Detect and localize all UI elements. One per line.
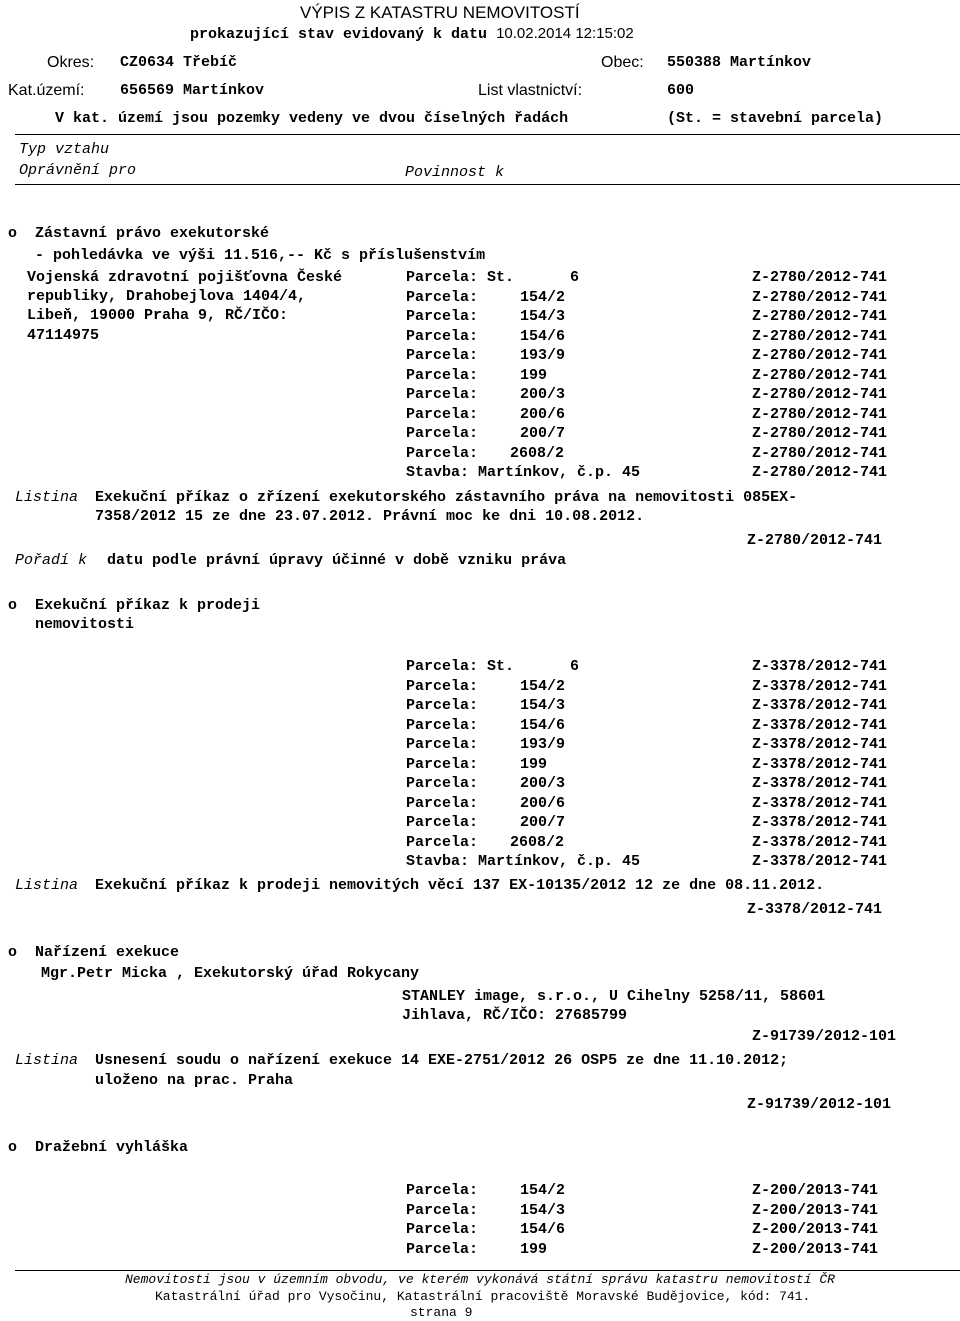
parcel-number: 154/3 [520, 1201, 566, 1219]
parcel-kind: Parcela: [406, 327, 479, 345]
section-title: o Exekuční příkaz k prodeji [8, 597, 261, 614]
parcel-ref: Z-3378/2012-741 [752, 658, 888, 675]
parcel-ref: Z-2780/2012-741 [752, 347, 888, 364]
parcel-ref: Z-200/2013-741 [752, 1182, 879, 1199]
parcel-ref: Z-2780/2012-741 [752, 269, 888, 286]
parcel-ref: Z-2780/2012-741 [752, 308, 888, 325]
parcel-ref: Z-200/2013-741 [752, 1201, 879, 1219]
parcel-number: 193/9 [520, 736, 566, 753]
parcel-number: 193/9 [520, 347, 566, 364]
poradi-label: Pořadí k [15, 552, 88, 569]
parcel-ref: Z-3378/2012-741 [752, 697, 888, 714]
parcel-kind: Parcela: [406, 1201, 479, 1219]
holder-line: 47114975 [27, 327, 100, 344]
parcel-kind: Parcela: [406, 347, 479, 364]
parcel-number: 199 [520, 366, 548, 384]
holder-line: republiky, Drahobejlova 1404/4, [27, 288, 307, 305]
numbering-legend: (St. = stavební parcela) [667, 110, 884, 127]
parcel-ref: Z-200/2013-741 [752, 1240, 879, 1258]
lv-label: List vlastnictví: [478, 82, 583, 99]
parcel-kind: Parcela: [406, 775, 479, 792]
parcel-number: 2608/2 [510, 444, 565, 462]
document-subtitle [190, 24, 634, 44]
parcel-number: 200/6 [520, 405, 566, 423]
parcel-ref: Z-3378/2012-741 [752, 755, 888, 773]
parcel-number: 6 [570, 658, 580, 675]
parcel-kind: Parcela: [406, 1182, 479, 1199]
poradi-text: datu podle právní úpravy účinné v době vzniku práva [107, 552, 567, 569]
page-number: strana 9 [410, 1305, 473, 1320]
col-typ-vztahu: Typ vztahu [19, 141, 110, 158]
parcel-kind: Stavba: Martínkov, č.p. 45 [406, 853, 641, 870]
parcel-kind: Parcela: [406, 697, 479, 714]
listina-text: uloženo na prac. Praha [95, 1072, 294, 1089]
holder-line: Libeň, 19000 Praha 9, RČ/IČO: [27, 307, 289, 324]
okres-label: Okres: [47, 54, 95, 71]
okres-value: CZ0634 Třebíč [120, 54, 238, 71]
parcel-ref: Z-3378/2012-741 [752, 736, 888, 753]
obec-value: 550388 Martínkov [667, 54, 812, 71]
parcel-kind: Parcela: [406, 308, 479, 325]
katuzemi-label: Kat.území: [8, 82, 85, 99]
parcel-ref: Z-3378/2012-741 [752, 677, 888, 695]
section-title: o Nařízení exekuce [8, 944, 180, 961]
subtitle-text: prokazující stav evidovaný k datu [190, 26, 488, 43]
parcel-ref: Z-2780/2012-741 [752, 405, 888, 423]
extract-date: 10.02.2014 12:15:02 [496, 25, 634, 42]
lv-value: 600 [667, 82, 695, 99]
parcel-number: 154/3 [520, 308, 566, 325]
listina-text: 7358/2012 15 ze dne 23.07.2012. Právní moc ke dni 10.08.2012. [95, 508, 645, 525]
listina-ref: Z-3378/2012-741 [747, 901, 883, 918]
parcel-number: 154/6 [520, 327, 566, 345]
listina-label: Listina [15, 1052, 79, 1069]
parcel-number: 200/7 [520, 425, 566, 442]
header-rule [15, 134, 960, 135]
section-detail: - pohledávka ve výši 11.516,-- Kč s příslušenstvím [8, 247, 486, 264]
parcel-number: 2608/2 [510, 833, 565, 851]
parcel-ref: Z-200/2013-741 [752, 1221, 879, 1238]
section-title: o Zástavní právo exekutorské [8, 225, 270, 242]
parcel-kind: Parcela: [406, 288, 479, 306]
listina-label: Listina [15, 877, 79, 894]
parcel-kind: Parcela: [406, 736, 479, 753]
parcel-number: 6 [570, 269, 580, 286]
parcel-ref: Z-3378/2012-741 [752, 794, 888, 812]
parcel-ref: Z-3378/2012-741 [752, 814, 888, 831]
parcel-number: 200/7 [520, 814, 566, 831]
parcel-ref: Z-3378/2012-741 [752, 716, 888, 734]
parcel-kind: Parcela: [406, 677, 479, 695]
katuzemi-value: 656569 Martínkov [120, 82, 265, 99]
parcel-number: 154/6 [520, 1221, 566, 1238]
parcel-number: 154/6 [520, 716, 566, 734]
parcel-kind: Parcela: [406, 833, 479, 851]
parcel-ref: Z-2780/2012-741 [752, 444, 888, 462]
povinny-line: Jihlava, RČ/IČO: 27685799 [402, 1007, 628, 1024]
entry-ref: Z-91739/2012-101 [752, 1028, 897, 1045]
parcel-number: 199 [520, 1240, 548, 1258]
parcel-number: 154/2 [520, 288, 566, 306]
parcel-number: 154/2 [520, 1182, 566, 1199]
parcel-kind: Stavba: Martínkov, č.p. 45 [406, 464, 641, 481]
parcel-number: 199 [520, 755, 548, 773]
listina-ref: Z-91739/2012-101 [747, 1096, 892, 1113]
parcel-number: 200/3 [520, 386, 566, 403]
columns-rule [15, 184, 960, 185]
footer-line: Katastrální úřad pro Vysočinu, Katastrální pracoviště Moravské Budějovice, kód: 741. [155, 1289, 811, 1304]
parcel-kind: Parcela: [406, 794, 479, 812]
parcel-kind: Parcela: [406, 716, 479, 734]
parcel-kind: Parcela: [406, 386, 479, 403]
parcel-ref: Z-3378/2012-741 [752, 833, 888, 851]
parcel-ref: Z-2780/2012-741 [752, 327, 888, 345]
parcel-number: 200/3 [520, 775, 566, 792]
holder-line: Mgr.Petr Micka , Exekutorský úřad Rokycany [41, 965, 420, 982]
col-povinnost: Povinnost k [405, 164, 505, 181]
parcel-kind: Parcela: [406, 366, 479, 384]
parcel-ref: Z-3378/2012-741 [752, 853, 888, 870]
parcel-kind: Parcela: [406, 1240, 479, 1258]
parcel-number: 154/3 [520, 697, 566, 714]
listina-text: Exekuční příkaz o zřízení exekutorského zástavního práva na nemovitosti 085EX- [95, 489, 798, 506]
document-title: VÝPIS Z KATASTRU NEMOVITOSTÍ [300, 3, 580, 22]
parcel-ref: Z-2780/2012-741 [752, 288, 888, 306]
listina-text: Usnesení soudu o nařízení exekuce 14 EXE-2751/2012 26 OSP5 ze dne 11.10.2012; [95, 1052, 789, 1069]
listina-text: Exekuční příkaz k prodeji nemovitých věcí 137 EX-10135/2012 12 ze dne 08.11.2012. [95, 877, 825, 894]
parcel-ref: Z-3378/2012-741 [752, 775, 888, 792]
parcel-ref: Z-2780/2012-741 [752, 464, 888, 481]
parcel-kind: Parcela: [406, 814, 479, 831]
parcel-kind: Parcela: [406, 405, 479, 423]
parcel-kind: Parcela: [406, 1221, 479, 1238]
holder-line: Vojenská zdravotní pojišťovna České [27, 269, 343, 286]
listina-ref: Z-2780/2012-741 [747, 532, 883, 549]
footer-line: Nemovitosti jsou v územním obvodu, ve kterém vykonává státní správu katastru nemovitostí ČR [125, 1272, 835, 1287]
parcel-kind: Parcela: [406, 444, 479, 462]
povinny-line: STANLEY image, s.r.o., U Cihelny 5258/11, 58601 [402, 988, 826, 1005]
parcel-ref: Z-2780/2012-741 [752, 425, 888, 442]
listina-label: Listina [15, 489, 79, 506]
parcel-number: 200/6 [520, 794, 566, 812]
section-title: o Dražební vyhláška [8, 1139, 189, 1156]
parcel-kind: Parcela: St. [406, 269, 515, 286]
parcel-kind: Parcela: St. [406, 658, 515, 675]
parcel-ref: Z-2780/2012-741 [752, 386, 888, 403]
parcel-number: 154/2 [520, 677, 566, 695]
footer-rule [15, 1270, 960, 1271]
col-opravneni: Oprávnění pro [19, 162, 137, 179]
parcel-kind: Parcela: [406, 755, 479, 773]
numbering-note: V kat. území jsou pozemky vedeny ve dvou číselných řadách [55, 110, 569, 127]
section-title: nemovitosti [8, 616, 135, 633]
obec-label: Obec: [601, 54, 644, 71]
parcel-kind: Parcela: [406, 425, 479, 442]
parcel-ref: Z-2780/2012-741 [752, 366, 888, 384]
